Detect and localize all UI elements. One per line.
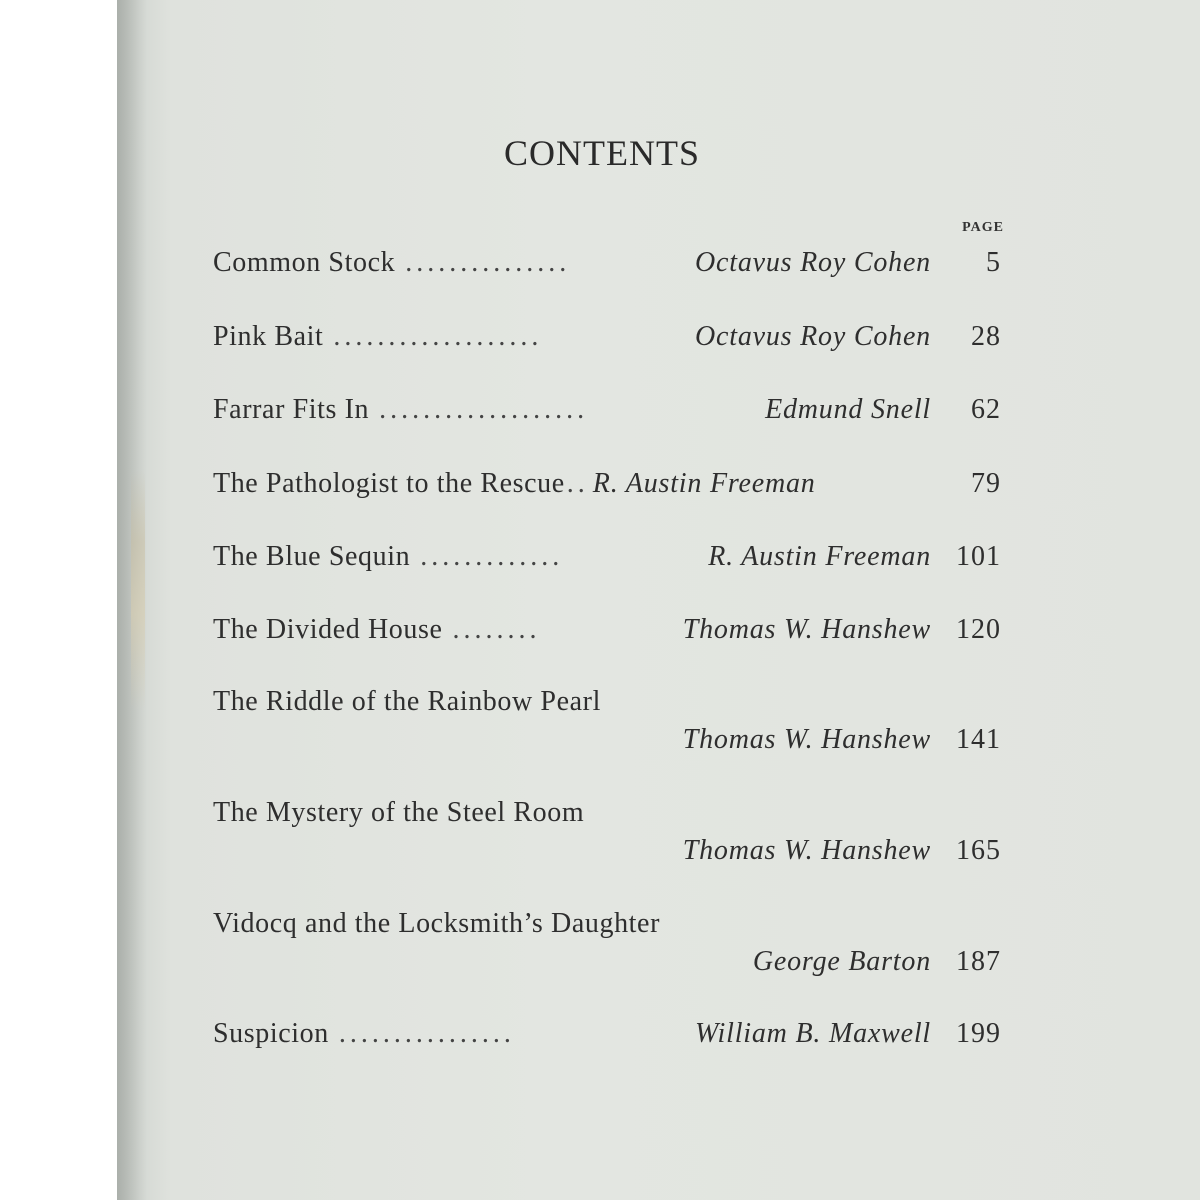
dot-leader: ........ <box>452 614 541 645</box>
story-author: Octavus Roy Cohen <box>695 247 931 278</box>
page-column-label: PAGE <box>962 220 1004 235</box>
page-number: 165 <box>956 835 1001 866</box>
story-title: The Mystery of the Steel Room <box>213 797 585 828</box>
story-title: The Riddle of the Rainbow Pearl <box>213 686 601 717</box>
toc-entry <box>213 244 1001 282</box>
page-number: 79 <box>971 468 1001 499</box>
story-author: Thomas W. Hanshew <box>682 614 931 645</box>
story-title: Farrar Fits In <box>213 394 370 425</box>
story-author: George Barton <box>752 946 931 977</box>
toc-entry <box>213 1015 1001 1053</box>
page-number: 28 <box>971 321 1001 352</box>
story-author: Octavus Roy Cohen <box>695 321 931 352</box>
page-number: 101 <box>956 541 1001 572</box>
story-author: Edmund Snell <box>765 394 931 425</box>
toc-entry <box>213 905 1001 981</box>
page-stain <box>131 470 145 710</box>
toc-entry <box>213 683 1001 759</box>
story-title: Vidocq and the Locksmith’s Daughter <box>213 908 661 939</box>
story-author: R. Austin Freeman <box>708 541 931 572</box>
book-page <box>117 0 1200 1200</box>
story-title: The Divided House <box>213 614 443 645</box>
story-title: Suspicion <box>213 1018 329 1049</box>
toc-entry <box>213 391 1001 429</box>
story-author: Thomas W. Hanshew <box>682 835 931 866</box>
page-number: 62 <box>971 394 1001 425</box>
story-title: The Pathologist to the Rescue <box>213 468 565 499</box>
dot-leader: ................... <box>333 321 543 352</box>
story-title: The Blue Sequin <box>213 541 411 572</box>
page-number: 187 <box>956 946 1001 977</box>
dot-leader: ................... <box>379 394 589 425</box>
story-author: R. Austin Freeman <box>592 468 816 499</box>
dot-leader: .. <box>566 468 589 499</box>
toc-entry <box>213 465 1001 503</box>
dot-leader: ............. <box>420 541 564 572</box>
toc-entry <box>213 611 1001 649</box>
story-title: Pink Bait <box>213 321 324 352</box>
toc-entry <box>213 538 1001 576</box>
toc-entry <box>213 318 1001 356</box>
dot-leader: ................ <box>338 1018 515 1049</box>
page-number: 120 <box>956 614 1001 645</box>
story-author: William B. Maxwell <box>694 1018 931 1049</box>
story-title: Common Stock <box>213 247 396 278</box>
toc-entry <box>213 794 1001 870</box>
page-number: 199 <box>956 1018 1001 1049</box>
contents-heading: CONTENTS <box>504 133 700 173</box>
page-number: 141 <box>956 724 1001 755</box>
page-number: 5 <box>986 247 1001 278</box>
dot-leader: ............... <box>405 247 571 278</box>
story-author: Thomas W. Hanshew <box>682 724 931 755</box>
